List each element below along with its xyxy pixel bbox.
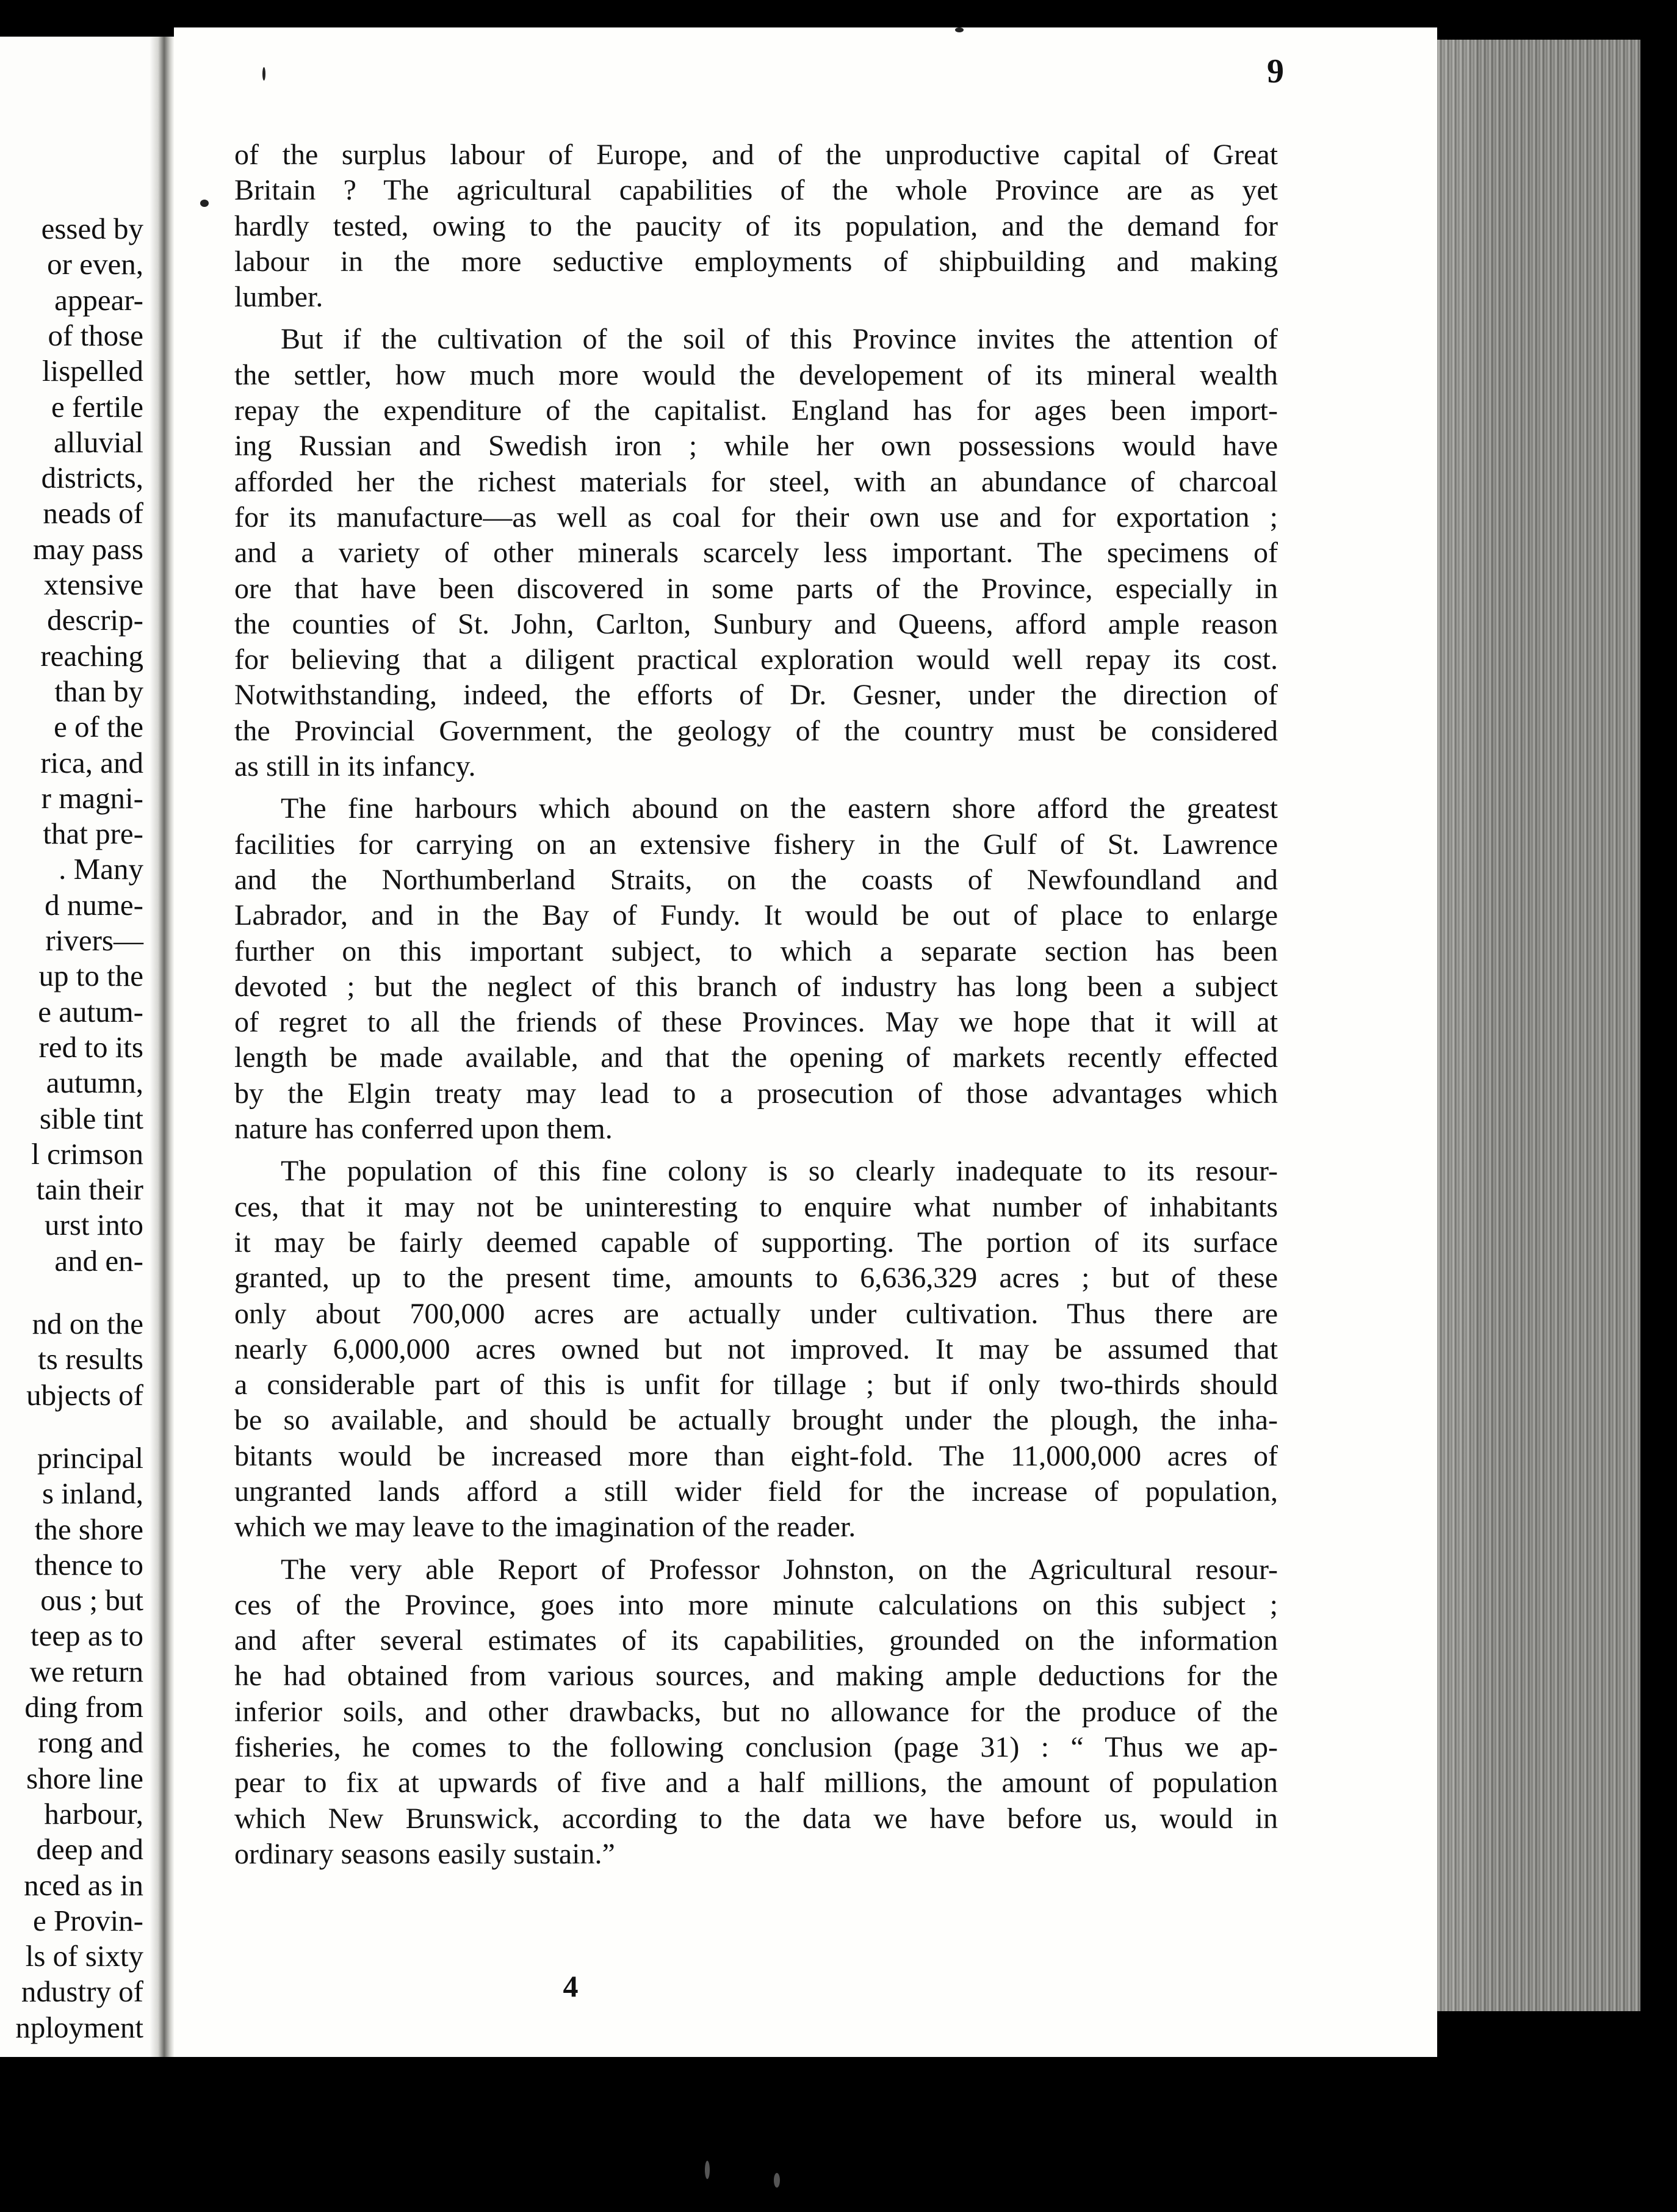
left-page-line: deep and: [36, 1832, 143, 1867]
text-line: for its manufacture—as well as coal for their own use and for exportation ;: [234, 501, 1278, 533]
left-page-line: nd on the: [32, 1307, 143, 1340]
left-page-line: the shore: [34, 1512, 143, 1546]
text-line: hardly tested, owing to the paucity of its population, and the demand for: [234, 209, 1278, 242]
left-page-line: alluvial: [54, 425, 143, 459]
text-line: facilities for carrying on an extensive fishery in the Gulf of St. Lawrence: [234, 828, 1278, 861]
text-line: further on this important subject, to which a separate section has been: [234, 934, 1278, 967]
left-page-line: teep as to: [30, 1619, 143, 1653]
left-page-line: e Provin-: [33, 1903, 143, 1937]
left-page-line: r magni-: [41, 781, 143, 815]
text-line: lumber.: [234, 281, 323, 314]
left-page-line: thence to: [34, 1547, 143, 1581]
signature-mark: 4: [563, 1969, 579, 2003]
scan-speck: [262, 67, 265, 81]
page-gutter: [150, 37, 174, 2057]
left-page-line: up to the: [38, 959, 143, 993]
text-line: bitants would be increased more than eight-fold. The 11,000,000 acres of: [234, 1439, 1278, 1472]
text-line: nature has conferred upon them.: [234, 1113, 613, 1146]
left-page-line: e autum-: [38, 994, 143, 1028]
text-line: and after several estimates of its capabilities, grounded on the information: [234, 1624, 1278, 1657]
left-page-line: ts results: [38, 1342, 143, 1376]
paragraph-gap: [234, 784, 1278, 791]
text-line: only about 700,000 acres are actually under cultivation. Thus there are: [234, 1297, 1278, 1330]
text-line: inferior soils, and other drawbacks, but no allowance for the produce of the: [234, 1695, 1278, 1728]
text-line: the settler, how much more would the developement of its mineral wealth: [234, 358, 1278, 391]
left-page-line: autumn,: [46, 1066, 143, 1100]
left-page-line: harbour,: [44, 1796, 143, 1831]
left-page-line: rica, and: [40, 745, 143, 779]
left-page-line: rong and: [38, 1726, 143, 1760]
left-page-line: principal: [37, 1440, 143, 1475]
left-page-line: l crimson: [31, 1137, 143, 1171]
left-page-line: rivers—: [45, 923, 143, 957]
left-page-line: s inland,: [41, 1476, 143, 1511]
text-line: pear to fix at upwards of five and a half millions, the amount of population: [234, 1766, 1278, 1799]
left-page-line: essed by: [41, 212, 143, 245]
text-line: Notwithstanding, indeed, the efforts of Dr. Gesner, under the direction of: [234, 679, 1278, 712]
text-line: he had obtained from various sources, and making ample deductions for the: [234, 1660, 1278, 1693]
text-line: The fine harbours which abound on the eastern shore afford the greatest: [281, 792, 1278, 825]
text-line: devoted ; but the neglect of this branch of industry has long been a subject: [234, 970, 1278, 1003]
text-line: ungranted lands afford a still wider field for the increase of population,: [234, 1475, 1278, 1508]
scan-speck: [774, 2173, 780, 2188]
paragraph-gap: [234, 315, 1278, 322]
text-line: repay the expenditure of the capitalist. England has for ages been import-: [234, 394, 1278, 427]
left-page-line: neads of: [43, 496, 143, 530]
left-page-line: and en-: [54, 1243, 143, 1278]
text-line: afforded her the richest materials for steel, with an abundance of charcoal: [234, 465, 1278, 498]
left-page-line: that pre-: [43, 817, 143, 851]
text-line: Britain ? The agricultural capabilities of the whole Province are as yet: [234, 174, 1278, 207]
left-page-line: ls of sixty: [25, 1939, 143, 1973]
left-page-line: of those: [48, 318, 143, 352]
text-line: fisheries, he comes to the following conclusion (page 31) : “ Thus we ap-: [234, 1731, 1278, 1764]
left-page-line: e fertile: [51, 389, 143, 424]
left-page-line: ous ; but: [40, 1583, 143, 1617]
text-line: which New Brunswick, according to the data we have before us, would in: [234, 1802, 1278, 1835]
page-number: 9: [1267, 52, 1284, 90]
left-page-line: may pass: [33, 532, 143, 566]
text-line: a considerable part of this is unfit for tillage ; but if only two-thirds should: [234, 1368, 1278, 1401]
left-page-line: nployment: [15, 2010, 143, 2044]
left-page-line: red to its: [38, 1030, 143, 1064]
text-line: it may be fairly deemed capable of supporting. The portion of its surface: [234, 1226, 1278, 1259]
paragraph-gap: [234, 1147, 1278, 1154]
text-line: The very able Report of Professor Johnston, on the Agricultural resour-: [281, 1553, 1278, 1586]
left-page-line: ding from: [24, 1690, 143, 1724]
text-line: and the Northumberland Straits, on the coasts of Newfoundland and: [234, 863, 1278, 896]
scan-speck: [200, 200, 209, 207]
text-line: ore that have been discovered in some parts of the Province, especially in: [234, 572, 1278, 605]
text-line: ces, that it may not be uninteresting to enquire what number of inhabitants: [234, 1190, 1278, 1223]
previous-page-fragment: [0, 37, 150, 2057]
left-page-line: districts,: [41, 461, 143, 495]
text-line: which we may leave to the imagination of the reader.: [234, 1511, 856, 1544]
text-line: of the surplus labour of Europe, and of the unproductive capital of Great: [234, 139, 1278, 171]
text-line: ordinary seasons easily sustain.”: [234, 1837, 615, 1870]
left-page-line: e of the: [54, 710, 143, 744]
left-page-line: lispelled: [41, 354, 143, 388]
left-page-line: nced as in: [24, 1868, 143, 1902]
text-line: and a variety of other minerals scarcely less important. The specimens of: [234, 537, 1278, 569]
text-line: by the Elgin treaty may lead to a prosecution of those advantages which: [234, 1077, 1278, 1110]
left-page-line: d nume-: [45, 887, 143, 922]
left-page-line: ubjects of: [26, 1378, 143, 1412]
text-line: for believing that a diligent practical exploration would well repay its cost.: [234, 643, 1278, 676]
text-line: Labrador, and in the Bay of Fundy. It would be out of place to enlarge: [234, 899, 1278, 932]
body-text: [234, 137, 1278, 1872]
left-page-line: . Many: [59, 852, 143, 886]
left-page-line: urst into: [45, 1208, 143, 1242]
paragraph-gap: [234, 1545, 1278, 1552]
text-line: labour in the more seductive employments of shipbuilding and making: [234, 245, 1278, 278]
text-line: granted, up to the present time, amounts to 6,636,329 acres ; but of these: [234, 1262, 1278, 1295]
scan-speck: [705, 2161, 710, 2179]
text-line: as still in its infancy.: [234, 750, 476, 783]
text-line: But if the cultivation of the soil of this Province invites the attention of: [281, 323, 1278, 356]
book-fore-edge: [1437, 40, 1640, 2011]
text-line: length be made available, and that the opening of markets recently effected: [234, 1041, 1278, 1074]
left-page-line: appear-: [54, 283, 143, 317]
text-line: The population of this fine colony is so clearly inadequate to its resour-: [281, 1155, 1278, 1188]
left-page-line: we return: [29, 1654, 143, 1688]
left-page-line: reaching: [40, 638, 143, 673]
text-line: be so available, and should be actually brought under the plough, the inha-: [234, 1404, 1278, 1437]
left-page-line: ndustry of: [21, 1975, 143, 2009]
left-page-line: than by: [54, 674, 143, 708]
text-line: of regret to all the friends of these Provinces. May we hope that it will at: [234, 1006, 1278, 1039]
left-page-line: xtensive: [43, 568, 143, 601]
left-page-line: tain their: [36, 1173, 143, 1207]
left-page-line: or even,: [47, 247, 143, 281]
text-line: ces of the Province, goes into more minute calculations on this subject ;: [234, 1588, 1278, 1621]
left-page-line: shore line: [26, 1761, 143, 1795]
text-line: nearly 6,000,000 acres owned but not improved. It may be assumed that: [234, 1332, 1278, 1365]
text-line: ing Russian and Swedish iron ; while her own possessions would have: [234, 430, 1278, 463]
text-line: the Provincial Government, the geology of the country must be considered: [234, 714, 1278, 747]
scan-speck: [955, 27, 964, 32]
left-page-line: sible tint: [39, 1101, 143, 1135]
left-page-line: descrip-: [47, 603, 143, 637]
text-line: the counties of St. John, Carlton, Sunbury and Queens, afford ample reason: [234, 607, 1278, 640]
